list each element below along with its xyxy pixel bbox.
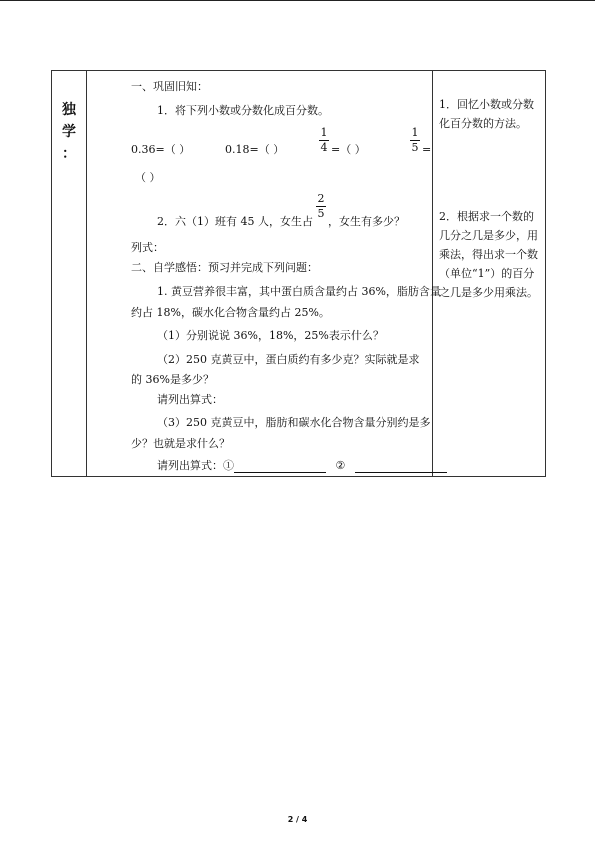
fraction-one-quarter <box>319 127 329 154</box>
note-2: 2．根据求一个数的几分之几是多少，用乘法，得出求一个数（单位“1”）的百分之几是多少用乘法。 <box>439 210 538 299</box>
page-number: 2 / 4 <box>287 815 308 824</box>
fraction-numerator: 1 <box>411 126 419 139</box>
expr-d: = <box>422 143 432 156</box>
fraction-one-fifth <box>410 127 420 154</box>
content-cell <box>87 71 441 477</box>
subquestion-1: （1）分别说说 36%，18%，25%表示什么？ <box>157 329 384 342</box>
fraction-denominator: 5 <box>317 207 325 220</box>
notes-area <box>433 71 545 476</box>
paragraph-line: 约占 18%，碳水化合物含量约占 25%。 <box>131 306 330 319</box>
subquestion-3-line1: （3）250 克黄豆中，脂肪和碳水化合物含量分别约是多 <box>157 416 431 429</box>
section2-heading: 二、自学感悟：预习并完成下列问题： <box>131 261 318 274</box>
expr-e: （ ） <box>135 171 161 184</box>
section-label-char: 独 <box>62 102 76 118</box>
fraction-two-fifths <box>316 193 326 220</box>
lesson-table <box>51 70 546 477</box>
question-2-part2: ，女生有多少？ <box>328 215 405 228</box>
fraction-numerator: 1 <box>320 126 328 139</box>
list-label: 列式： <box>131 241 164 254</box>
notes-cell <box>433 71 546 477</box>
formula-label-2: 请列出算式：① <box>157 459 234 472</box>
formula-label: 请列出算式： <box>157 393 223 406</box>
content-area <box>87 71 441 476</box>
formula-line <box>157 459 447 473</box>
page-top-rule <box>0 0 595 1</box>
fraction-denominator: 4 <box>320 141 328 154</box>
subquestion-2-line2: 的 36%是多少？ <box>131 373 214 386</box>
fraction-numerator: 2 <box>317 192 325 205</box>
section-label-cell <box>52 71 87 477</box>
note-1: 1．回忆小数或分数化百分数的方法。 <box>439 98 534 130</box>
paragraph-line: 1. 黄豆营养很丰富，其中蛋白质含量约占 36%，脂肪含量 <box>157 285 441 298</box>
subquestion-2-line1: （2）250 克黄豆中，蛋白质约有多少克？实际就是求 <box>157 353 420 366</box>
expr-c: =（ ） <box>331 143 366 156</box>
fraction-denominator: 5 <box>411 141 419 154</box>
section-label-char: ： <box>62 146 76 162</box>
question-2-part1: 2．六（1）班有 45 人，女生占 <box>157 215 313 228</box>
question-1: 1．将下列小数或分数化成百分数。 <box>157 104 329 117</box>
answer-blank-1[interactable] <box>234 461 326 473</box>
expr-b: 0.18=（ ） <box>225 143 285 156</box>
subquestion-3-line2: 少？也就是求什么？ <box>131 437 230 450</box>
section-label <box>52 71 86 165</box>
section1-heading: 一、巩固旧知： <box>131 80 208 93</box>
expr-a: 0.36=（ ） <box>131 143 191 156</box>
circled-number-2: ② <box>335 459 346 472</box>
table-row <box>52 71 546 477</box>
section-label-char: 学 <box>62 124 76 140</box>
